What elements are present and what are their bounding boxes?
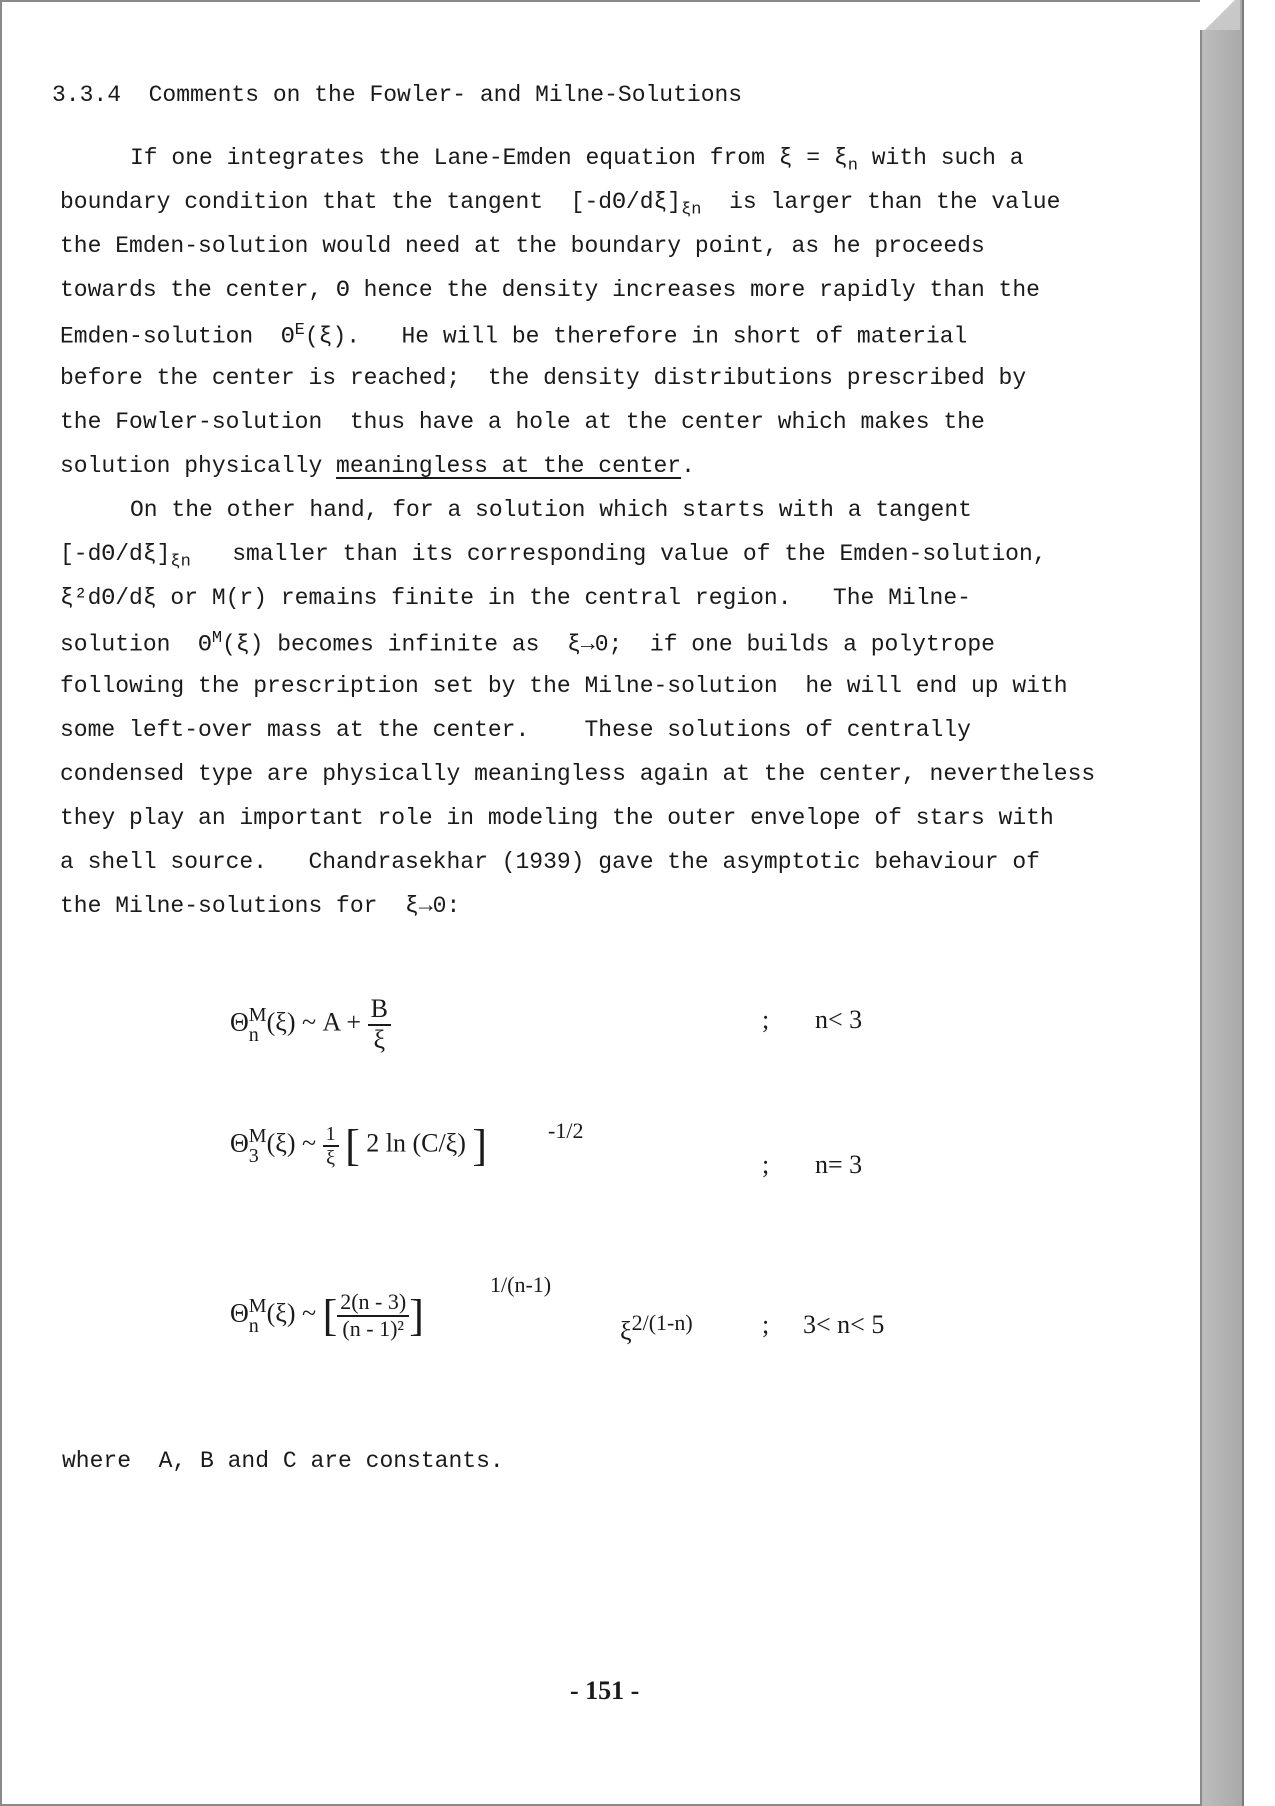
subscript: ξn <box>681 200 702 220</box>
text: with such a <box>857 145 1024 171</box>
expr: (ξ) ~ A + <box>266 1007 368 1037</box>
section-heading: 3.3.4 Comments on the Fowler- and Milne-Solutions <box>52 82 743 108</box>
text: (ξ). He will be therefore in short of material <box>304 323 968 350</box>
equation-2 <box>230 1120 487 1171</box>
text-line: the Emden-solution would need at the boundary point, as he proceeds <box>60 233 985 259</box>
fraction <box>323 1123 339 1169</box>
theta: Θ <box>230 1128 249 1158</box>
text: Emden-solution Θ <box>60 323 295 350</box>
sup: M <box>248 1124 267 1147</box>
numerator: 2(n - 3) <box>337 1290 409 1316</box>
sup: M <box>248 1294 267 1317</box>
text-line: the Milne-solutions for ξ→0: <box>60 893 461 919</box>
theta: Θ <box>230 1007 249 1037</box>
text: smaller than its corresponding value of the Emden-solution, <box>190 541 1047 567</box>
page-edge-shadow <box>1200 0 1244 1806</box>
underlined-text: meaningless at the center <box>336 453 682 479</box>
exponent: 2/(1-n) <box>631 1310 693 1335</box>
subscript: n <box>847 156 858 176</box>
condition: n= 3 <box>815 1150 863 1179</box>
expr: 2 ln (C/ξ) <box>366 1128 466 1158</box>
sub: n <box>248 1314 259 1337</box>
text-line <box>60 189 1060 220</box>
text-line: they play an important role in modeling the outer envelope of stars with <box>60 805 1054 831</box>
numerator: B <box>368 995 391 1026</box>
denominator: ξ <box>373 1024 386 1054</box>
text: [-dΘ/dξ] <box>60 541 171 567</box>
separator: ; <box>762 1150 770 1179</box>
text: boundary condition that the tangent [-dΘ/dξ] <box>60 189 682 215</box>
exponent: 1/(n-1) <box>490 1272 552 1297</box>
theta: Θ <box>230 1298 249 1328</box>
superscript: M <box>211 629 223 648</box>
sup: M <box>248 1003 267 1026</box>
xi-term <box>620 1310 693 1347</box>
bracket: ] <box>472 1121 488 1170</box>
exponent: -1/2 <box>548 1118 584 1143</box>
xi: ξ <box>620 1316 632 1346</box>
text-line: condensed type are physically meaningless again at the center, nevertheless <box>60 761 1096 787</box>
text-line: the Fowler-solution thus have a hole at the center which makes the <box>60 409 985 435</box>
text: solution physically <box>60 453 337 479</box>
fraction <box>337 1290 409 1340</box>
text: solution Θ <box>60 631 212 658</box>
text: is larger than the value <box>701 189 1061 215</box>
subscript: ξn <box>170 552 191 572</box>
numerator: 1 <box>323 1123 339 1147</box>
expr: (ξ) ~ <box>266 1128 323 1158</box>
bracket: [ <box>322 1291 338 1340</box>
text-line <box>130 145 1024 176</box>
bracket: ] <box>409 1291 424 1340</box>
text: (ξ) becomes infinite as ξ→0; if one builds a polytrope <box>222 631 995 658</box>
text-line: some left-over mass at the center. These solutions of centrally <box>60 717 971 743</box>
condition: n< 3 <box>815 1005 863 1034</box>
text-line: a shell source. Chandrasekhar (1939) gave the asymptotic behaviour of <box>60 849 1040 875</box>
page-number: - 151 - <box>570 1676 640 1705</box>
closing-text: where A, B and C are constants. <box>62 1448 504 1474</box>
text-line <box>60 453 695 479</box>
text-line: On the other hand, for a solution which starts with a tangent <box>130 497 972 523</box>
text-line: following the prescription set by the Milne-solution he will end up with <box>60 673 1068 699</box>
text-line: ξ²dΘ/dξ or M(r) remains finite in the central region. The Milne- <box>60 585 971 611</box>
bracket: [ <box>345 1121 360 1170</box>
text-line <box>60 321 967 350</box>
sub: n <box>248 1023 259 1046</box>
fraction <box>368 995 391 1054</box>
separator: ; <box>762 1310 770 1339</box>
superscript: E <box>294 321 305 340</box>
sub: 3 <box>248 1144 259 1167</box>
text-line: towards the center, Θ hence the density increases more rapidly than the <box>60 277 1040 303</box>
expr: (ξ) ~ <box>266 1298 323 1328</box>
text-line <box>60 541 1047 572</box>
equation-3 <box>230 1290 424 1341</box>
condition: 3< n< 5 <box>803 1310 885 1339</box>
text-line <box>60 629 995 658</box>
equation-1 <box>230 995 391 1054</box>
denominator: (n - 1)² <box>342 1315 404 1341</box>
separator: ; <box>762 1005 770 1034</box>
text-line: before the center is reached; the density distributions prescribed by <box>60 365 1027 391</box>
page-corner-fold <box>1200 0 1240 30</box>
text: If one integrates the Lane-Emden equation from ξ = ξ <box>130 145 848 171</box>
text: . <box>681 453 695 479</box>
denominator: ξ <box>326 1146 336 1169</box>
